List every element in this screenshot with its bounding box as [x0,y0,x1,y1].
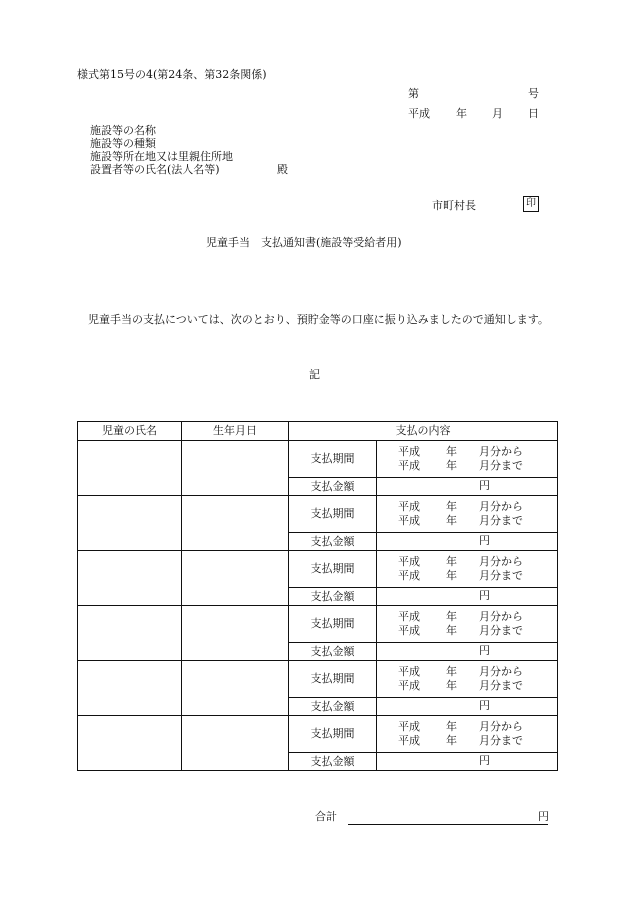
period-from-text: 月分から [479,500,523,513]
amount-yen-unit: 円 [479,534,490,547]
period-from-text: 月分から [479,720,523,733]
date-day-unit: 日 [528,107,539,120]
notice-body [77,310,555,329]
period-to-text: 月分まで [479,734,523,747]
child-name-cell[interactable] [78,496,182,551]
period-to-line [377,679,557,693]
period-year-unit: 年 [446,665,457,678]
period-value-cell[interactable] [377,496,558,533]
amount-yen-unit: 円 [479,699,490,712]
period-value-cell[interactable] [377,716,558,753]
period-to-line [377,514,557,528]
period-from-text: 月分から [479,555,523,568]
table-row [78,661,558,698]
amount-value-cell[interactable] [377,478,558,496]
total-label: 合計 [315,810,337,823]
period-era: 平成 [398,679,420,692]
period-era: 平成 [398,514,420,527]
amount-yen-unit: 円 [479,644,490,657]
amount-value-cell[interactable] [377,753,558,771]
birth-date-cell[interactable] [182,551,289,606]
period-from-line [377,610,557,624]
amount-yen-unit: 円 [479,754,490,767]
child-name-cell[interactable] [78,551,182,606]
period-label: 支払期間 [289,661,377,698]
ki-mark: 記 [309,368,320,381]
period-label: 支払期間 [289,716,377,753]
period-from-line [377,445,557,459]
period-year-unit: 年 [446,720,457,733]
period-to-line [377,459,557,473]
period-era: 平成 [398,445,420,458]
table-row [78,551,558,588]
period-to-text: 月分まで [479,514,523,527]
date-month-unit: 月 [492,107,503,120]
sender-title: 市町村長 [432,199,476,212]
period-year-unit: 年 [446,610,457,623]
period-from-line [377,720,557,734]
period-from-line [377,665,557,679]
period-year-unit: 年 [446,624,457,637]
header-child-name: 児童の氏名 [78,422,182,441]
amount-value-cell[interactable] [377,533,558,551]
form-number: 様式第15号の4(第24条、第32条関係) [77,68,267,81]
period-era: 平成 [398,569,420,582]
period-to-line [377,624,557,638]
birth-date-cell[interactable] [182,716,289,771]
period-value-cell[interactable] [377,441,558,478]
amount-value-cell[interactable] [377,588,558,606]
period-year-unit: 年 [446,445,457,458]
amount-yen-unit: 円 [479,589,490,602]
period-from-text: 月分から [479,445,523,458]
header-birth-date: 生年月日 [182,422,289,441]
table-row [78,606,558,643]
seal-stamp: 印 [523,196,539,212]
birth-date-cell[interactable] [182,441,289,496]
period-label: 支払期間 [289,606,377,643]
period-year-unit: 年 [446,459,457,472]
period-era: 平成 [398,459,420,472]
amount-label: 支払金額 [289,643,377,661]
total-amount-line[interactable] [348,824,548,825]
period-era: 平成 [398,665,420,678]
amount-value-cell[interactable] [377,698,558,716]
period-value-cell[interactable] [377,661,558,698]
period-from-line [377,555,557,569]
document-title: 児童手当 支払通知書(施設等受給者用) [206,236,402,249]
facility-name-label: 施設等の名称 [90,124,156,137]
period-value-cell[interactable] [377,551,558,588]
birth-date-cell[interactable] [182,606,289,661]
period-from-line [377,500,557,514]
period-era: 平成 [398,624,420,637]
period-year-unit: 年 [446,500,457,513]
amount-yen-unit: 円 [479,479,490,492]
facility-type-label: 施設等の種類 [90,137,156,150]
period-to-line [377,569,557,583]
period-year-unit: 年 [446,734,457,747]
period-to-line [377,734,557,748]
payment-table [77,421,558,771]
period-year-unit: 年 [446,514,457,527]
period-from-text: 月分から [479,610,523,623]
period-from-text: 月分から [479,665,523,678]
child-name-cell[interactable] [78,716,182,771]
period-year-unit: 年 [446,555,457,568]
amount-label: 支払金額 [289,478,377,496]
amount-label: 支払金額 [289,588,377,606]
table-row [78,496,558,533]
total-yen-unit: 円 [538,810,549,823]
amount-label: 支払金額 [289,698,377,716]
period-label: 支払期間 [289,441,377,478]
period-to-text: 月分まで [479,459,523,472]
period-era: 平成 [398,720,420,733]
amount-label: 支払金額 [289,533,377,551]
period-label: 支払期間 [289,551,377,588]
birth-date-cell[interactable] [182,496,289,551]
period-year-unit: 年 [446,679,457,692]
period-era: 平成 [398,734,420,747]
period-year-unit: 年 [446,569,457,582]
child-name-cell[interactable] [78,661,182,716]
table-body [78,441,558,771]
table-row [78,441,558,478]
amount-label: 支払金額 [289,753,377,771]
period-value-cell[interactable] [377,606,558,643]
period-era: 平成 [398,555,420,568]
period-to-text: 月分まで [479,679,523,692]
period-label: 支払期間 [289,496,377,533]
date-year-unit: 年 [456,107,467,120]
period-to-text: 月分まで [479,624,523,637]
period-era: 平成 [398,610,420,623]
notice-body-text: 児童手当の支払については、次のとおり、預貯金等の口座に振り込みましたので通知します。 [88,313,549,326]
date-era: 平成 [408,107,430,120]
table-row [78,716,558,753]
period-to-text: 月分まで [479,569,523,582]
honorific: 殿 [277,163,288,176]
child-name-cell[interactable] [78,441,182,496]
header-payment-content: 支払の内容 [289,422,558,441]
facility-address-label: 施設等所在地又は里親住所地 [90,150,233,163]
doc-number-prefix: 第 [408,87,419,100]
founder-name-label: 設置者等の氏名(法人名等) [90,163,220,176]
amount-value-cell[interactable] [377,643,558,661]
child-name-cell[interactable] [78,606,182,661]
period-era: 平成 [398,500,420,513]
doc-number-suffix: 号 [528,87,539,100]
birth-date-cell[interactable] [182,661,289,716]
